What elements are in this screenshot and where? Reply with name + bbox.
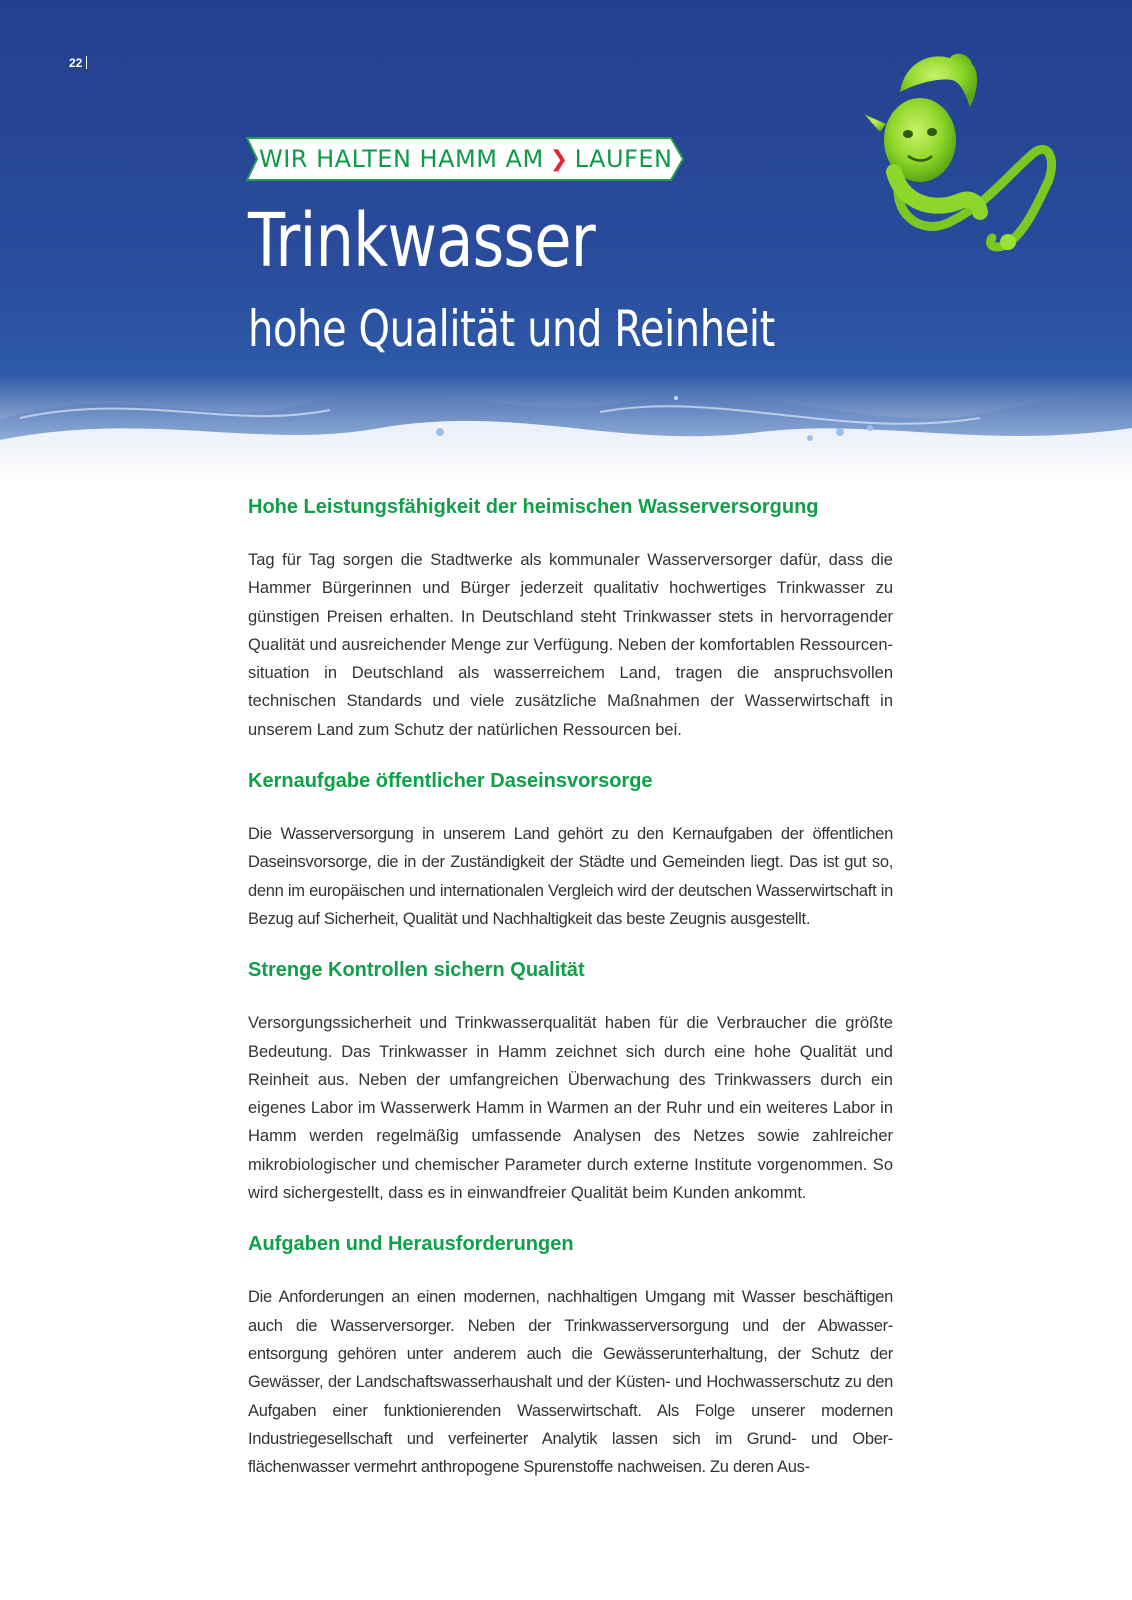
page-subtitle: hohe Qualität und Reinheit xyxy=(248,300,775,358)
section-paragraph: Die Anforderungen an einen modernen, nachhaltigen Umgang mit Wasser beschäftigen auch die Wasserversorger. Neben der Trinkwasserversorgung und der Abwasser-entsorgung gehören unter anderem auch die Gewässerunterhaltung, der Schutz der Gewässer, der Landschaftswasserhaushalt und der Küsten- und Hochwasserschutz zu den Aufgaben einer funktionierenden Wasserwirtschaft. Als Folge unserer modernen Industriegesellschaft und verfeinerter Analytik lassen sich im Grund- und Ober-flächenwasser vermehrt anthropogene Spurenstoffe nachweisen. Zu deren Aus- xyxy=(248,1288,893,1477)
green-water-sprite-mascot-icon xyxy=(860,52,1060,272)
tagline-part1: WIR HALTEN HAMM AM xyxy=(259,145,544,173)
tagline-text xyxy=(259,144,672,174)
article-body xyxy=(248,492,893,1481)
section-paragraph: Tag für Tag sorgen die Stadtwerke als kommunaler Wasserversorger dafür, dass die Hammer Bürgerinnen und Bürger jederzeit qualitativ hochwertiges Trinkwasser zu günstigen Preisen erhalten. In Deutschland steht Trinkwasser stets in hervorragender Qualität und ausreichender Menge zur Verfügung. Neben der komfortablen Ressourcen-situation in Deutschland als wasserreichem Land, tragen die anspruchsvollen technischen Standards und viele zusätzliche Maßnahmen der Wasserwirtschaft in unserem Land zum Schutz der natürlichen Ressourcen bei. xyxy=(248,551,893,739)
chevron-right-icon: ❯ xyxy=(549,146,569,172)
section-paragraph: Versorgungssicherheit und Trinkwasserqualität haben für die Verbraucher die größte Bedeutung. Das Trinkwasser in Hamm zeichnet sich durch eine hohe Qualität und Reinheit aus. Neben der umfangreichen Überwachung des Trinkwassers durch ein eigenes Labor im Wasserwerk Hamm in Warmen an der Ruhr und ein weiteres Labor in Hamm werden regelmäßig umfassende Analysen des Netzes sowie zahlreicher mikrobiologischer und chemischer Parameter durch externe Institute vorgenommen. So wird sichergestellt, dass es in einwandfreier Qualität beim Kunden ankommt. xyxy=(248,1014,893,1203)
tagline-banner xyxy=(245,136,685,182)
section-heading: Aufgaben und Herausforderungen xyxy=(248,1233,574,1256)
page-number: 22 xyxy=(69,56,87,70)
section-heading: Strenge Kontrollen sichern Qualität xyxy=(248,959,585,982)
section-heading: Kernaufgabe öffentlicher Daseinsvorsorge xyxy=(248,770,653,793)
tagline-part2: LAUFEN xyxy=(574,145,673,173)
header-banner xyxy=(0,0,1132,480)
section-paragraph: Die Wasserversorgung in unserem Land gehört zu den Kernaufgaben der öffentlichen Daseinsvorsorge, die in der Zuständigkeit der Städte und Gemeinden liegt. Das ist gut so, denn im europäischen und internationalen Vergleich wird der deutschen Wasserwirtschaft in Bezug auf Sicherheit, Qualität und Nachhaltigkeit das beste Zeugnis ausgestellt. xyxy=(248,825,893,928)
page-title: Trinkwasser xyxy=(248,198,595,284)
section-heading: Hohe Leistungsfähigkeit der heimischen Wasserversorgung xyxy=(248,496,819,518)
